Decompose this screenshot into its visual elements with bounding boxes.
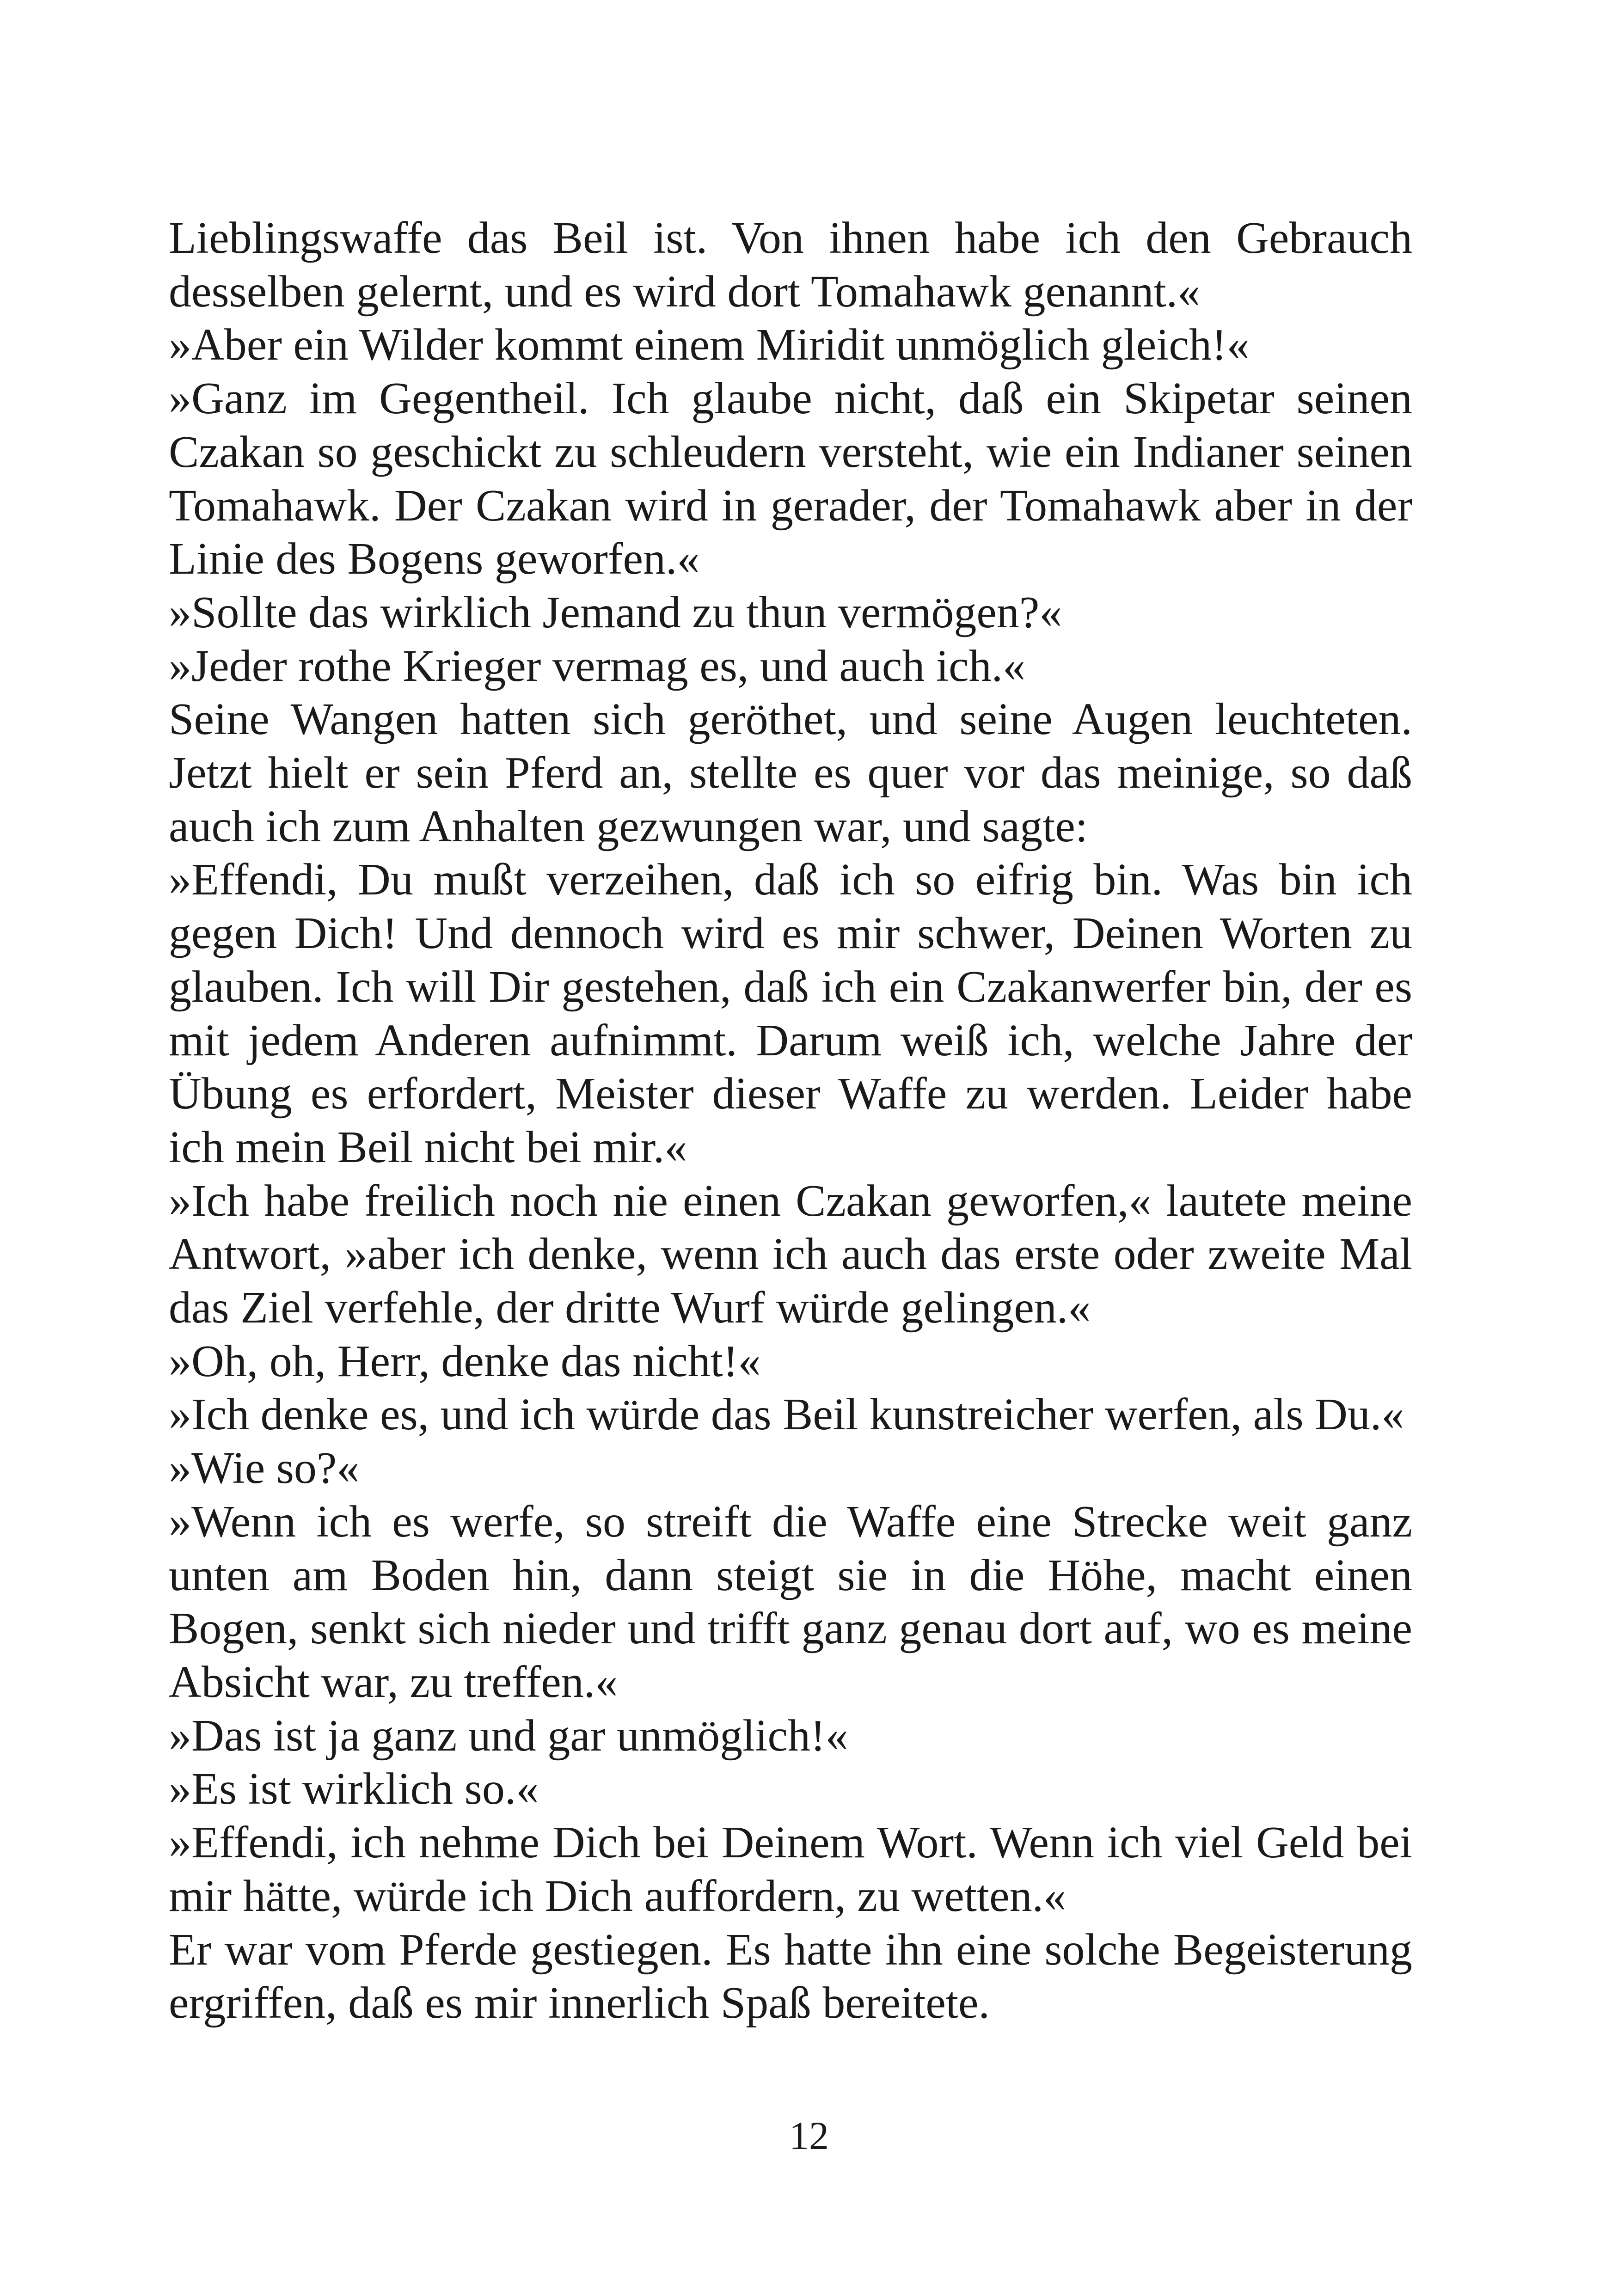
- paragraph: Lieblingswaffe das Beil ist. Von ihnen habe ich den Gebrauch desselben gelernt, und es wird dort Tomahawk genannt.«: [169, 213, 1412, 317]
- paragraph: »Effendi, Du mußt verzeihen, daß ich so eifrig bin. Was bin ich gegen Dich! Und dennoch wird es mir schwer, Deinen Worten zu glauben. Ich will Dir gestehen, daß ich ein Czakanwerfer bin, der es mit jedem Anderen aufnimmt. Darum weiß ich, welche Jahre der Übung es erfordert, Meister dieser Waffe zu werden. Leider habe ich mein Beil nicht bei mir.«: [169, 855, 1412, 1172]
- paragraph: »Wenn ich es werfe, so streift die Waffe eine Strecke weit ganz unten am Boden hin, dann steigt sie in die Höhe, macht einen Bogen, senkt sich nieder und trifft ganz genau dort auf, wo es meine Absicht war, zu treffen.«: [169, 1496, 1412, 1707]
- paragraph: Seine Wangen hatten sich geröthet, und seine Augen leuchteten. Jetzt hielt er sein Pferd an, stellte es quer vor das meinige, so daß auch ich zum Anhalten gezwungen war, und sagte:: [169, 694, 1412, 851]
- paragraph: »Sollte das wirklich Jemand zu thun vermögen?«: [169, 587, 1062, 637]
- paragraph: »Jeder rothe Krieger vermag es, und auch ich.«: [169, 641, 1026, 691]
- paragraph: »Oh, oh, Herr, denke das nicht!«: [169, 1336, 761, 1386]
- paragraph: »Ganz im Gegentheil. Ich glaube nicht, daß ein Skipetar seinen Czakan so geschickt zu schleudern versteht, wie ein Indianer seinen Tomahawk. Der Czakan wird in gerader, der Tomahawk aber in der Linie des Bogens geworfen.«: [169, 373, 1412, 584]
- paragraph: Er war vom Pferde gestiegen. Es hatte ihn eine solche Begeisterung ergriffen, daß es mir innerlich Spaß bereitete.: [169, 1924, 1412, 2028]
- body-text: [169, 212, 1412, 2030]
- paragraph: »Ich habe freilich noch nie einen Czakan geworfen,« lautete meine Antwort, »aber ich denke, wenn ich auch das erste oder zweite Mal das Ziel verfehle, der dritte Wurf würde gelingen.«: [169, 1176, 1412, 1333]
- page-number: 12: [789, 2113, 829, 2158]
- paragraph: »Aber ein Wilder kommt einem Miridit unmöglich gleich!«: [169, 320, 1250, 370]
- paragraph: »Es ist wirklich so.«: [169, 1764, 539, 1814]
- paragraph: »Effendi, ich nehme Dich bei Deinem Wort. Wenn ich viel Geld bei mir hätte, würde ich Dich auffordern, zu wetten.«: [169, 1818, 1412, 1921]
- paragraph: »Wie so?«: [169, 1443, 360, 1494]
- paragraph: »Ich denke es, und ich würde das Beil kunstreicher werfen, als Du.«: [169, 1390, 1404, 1440]
- paragraph: »Das ist ja ganz und gar unmöglich!«: [169, 1710, 848, 1761]
